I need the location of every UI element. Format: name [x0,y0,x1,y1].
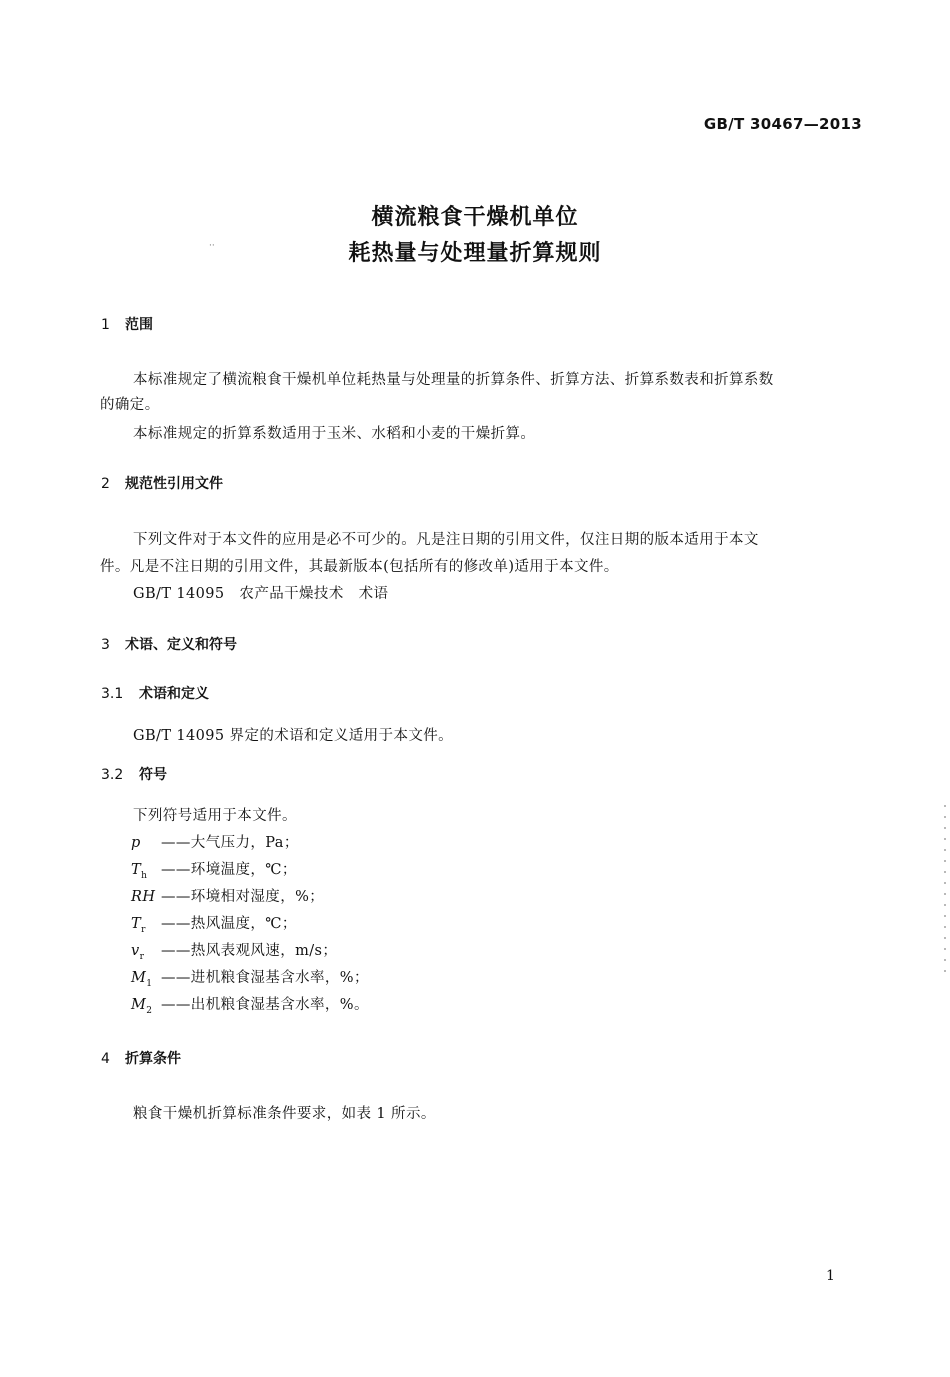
section-3-title: 术语、定义和符号 [125,637,237,653]
section-3-1-number: 3.1 [101,686,124,702]
symbol-description: ——热风表观风速，m/s； [161,943,338,959]
symbol-variable: $T_r$ [131,916,146,935]
symbol-row [131,885,324,908]
document-title-line2: 耗热量与处理量折算规则 [348,241,602,266]
symbol-description: ——大气压力，Pa； [161,835,299,851]
symbol-row [131,858,297,881]
section-1-number: 1 [101,317,110,333]
section-2-number: 2 [101,476,110,492]
section-4-paragraph: 粮食干燥机折算标准条件要求，如表 1 所示。 [133,1106,436,1122]
symbol-variable: $M_2$ [131,997,153,1016]
section-3-1-title: 术语和定义 [139,686,209,702]
symbol-description: ——热风温度，℃； [161,916,297,932]
section-3-2-number: 3.2 [101,767,124,783]
section-1-heading [101,314,153,334]
symbol-row [131,966,369,989]
standard-code: GB/T 30467—2013 [703,115,862,133]
symbol-description: ——环境相对湿度，%； [161,889,325,905]
section-4-number: 4 [101,1051,110,1067]
symbol-row [131,993,369,1016]
section-1-paragraph-2: 本标准规定的折算系数适用于玉米、水稻和小麦的干燥折算。 [133,426,536,442]
symbol-variable: $M_1$ [131,970,153,989]
symbol-variable: $v_r$ [131,943,145,962]
section-3-2-intro: 下列符号适用于本文件。 [133,808,297,824]
symbol-variable: p [131,835,141,851]
section-3-2-heading [101,764,167,784]
section-1-paragraph-1-line1: 本标准规定了横流粮食干燥机单位耗热量与处理量的折算条件、折算方法、折算系数表和折算系数 [133,372,774,388]
section-4-title: 折算条件 [125,1051,181,1067]
section-3-1-paragraph: GB/T 14095 界定的术语和定义适用于本文件。 [133,728,454,744]
symbol-description: ——出机粮食湿基含水率，%。 [161,997,369,1013]
symbol-row [131,939,337,962]
symbol-row [131,831,299,854]
scan-speck: ·· [209,241,215,251]
section-1-paragraph-1-line2: 的确定。 [100,397,160,413]
symbol-description: ——进机粮食湿基含水率，%； [161,970,369,986]
section-2-heading [101,473,223,493]
section-2-paragraph-1-line1: 下列文件对于本文件的应用是必不可少的。凡是注日期的引用文件，仅注日期的版本适用于本文 [133,532,759,548]
section-2-normative-reference: GB/T 14095 农产品干燥技术 术语 [133,586,389,602]
binding-edge-dots [944,805,946,980]
section-3-2-title: 符号 [139,767,167,783]
symbol-description: ——环境温度，℃； [161,862,297,878]
symbol-variable: $T_h$ [131,862,148,881]
section-3-heading [101,634,237,654]
section-2-paragraph-1-line2: 件。凡是不注日期的引用文件，其最新版本(包括所有的修改单)适用于本文件。 [100,559,619,575]
section-3-number: 3 [101,637,110,653]
document-title-line1: 横流粮食干燥机单位 [371,205,579,230]
section-1-title: 范围 [125,317,153,333]
section-4-heading [101,1048,181,1068]
symbol-row [131,912,297,935]
section-2-title: 规范性引用文件 [125,476,223,492]
page-number: 1 [826,1268,835,1284]
symbol-variable: RH [131,889,156,905]
section-3-1-heading [101,683,209,703]
